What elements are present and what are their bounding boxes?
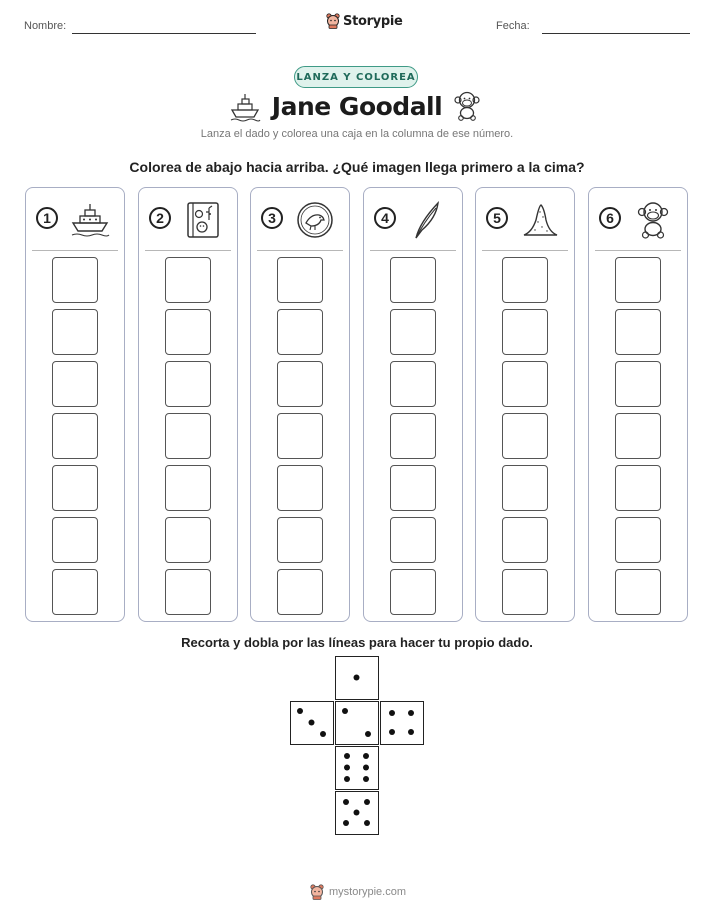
color-box[interactable] — [277, 413, 323, 459]
color-box[interactable] — [165, 361, 211, 407]
column-number: 6 — [599, 207, 621, 229]
die-pips — [291, 702, 332, 743]
column-number: 3 — [261, 207, 283, 229]
brand-logo — [326, 13, 403, 29]
activity-badge: LANZA Y COLOREA — [294, 66, 418, 88]
subtitle: Lanza el dado y colorea una caja en la columna de ese número. — [200, 128, 514, 140]
zoo-book-icon — [183, 200, 223, 240]
color-box[interactable] — [52, 309, 98, 355]
color-box[interactable] — [615, 309, 661, 355]
bird-coin-icon — [295, 200, 335, 240]
storypie-bear-icon — [310, 884, 324, 900]
die-face-1 — [335, 656, 379, 700]
column-6 — [588, 187, 688, 622]
die-face-6 — [335, 746, 379, 790]
chimp-plush-icon — [454, 91, 480, 121]
color-box[interactable] — [165, 413, 211, 459]
storypie-bear-icon — [326, 13, 340, 29]
color-box[interactable] — [502, 465, 548, 511]
column-number: 2 — [149, 207, 171, 229]
color-box[interactable] — [165, 309, 211, 355]
column-divider — [595, 250, 681, 251]
color-box[interactable] — [165, 569, 211, 615]
column-divider — [32, 250, 118, 251]
color-box[interactable] — [502, 257, 548, 303]
termite-mound-icon — [520, 200, 560, 240]
color-box[interactable] — [52, 257, 98, 303]
color-box[interactable] — [390, 413, 436, 459]
color-box[interactable] — [52, 569, 98, 615]
color-box[interactable] — [502, 413, 548, 459]
color-box[interactable] — [277, 257, 323, 303]
color-box[interactable] — [615, 257, 661, 303]
column-3 — [250, 187, 350, 622]
color-box[interactable] — [165, 465, 211, 511]
die-pips — [336, 702, 377, 743]
color-box[interactable] — [390, 465, 436, 511]
column-2 — [138, 187, 238, 622]
color-box[interactable] — [502, 569, 548, 615]
color-box[interactable] — [390, 257, 436, 303]
die-pips — [381, 702, 422, 743]
color-box[interactable] — [502, 309, 548, 355]
color-box[interactable] — [615, 517, 661, 563]
color-box[interactable] — [165, 257, 211, 303]
die-face-5 — [335, 791, 379, 835]
name-line[interactable] — [72, 33, 256, 34]
color-box[interactable] — [165, 517, 211, 563]
die-pips — [336, 792, 377, 833]
die-net — [290, 656, 425, 836]
color-box[interactable] — [277, 517, 323, 563]
color-box[interactable] — [502, 517, 548, 563]
column-divider — [257, 250, 343, 251]
footer-url[interactable]: mystorypie.com — [329, 886, 407, 898]
color-box[interactable] — [52, 465, 98, 511]
column-number: 4 — [374, 207, 396, 229]
ship-icon — [70, 200, 110, 240]
color-box[interactable] — [390, 517, 436, 563]
column-number: 1 — [36, 207, 58, 229]
chimp-plush-icon — [633, 200, 673, 240]
column-divider — [370, 250, 456, 251]
color-box[interactable] — [277, 465, 323, 511]
color-box[interactable] — [277, 569, 323, 615]
die-face-3 — [290, 701, 334, 745]
page-title: Jane Goodall — [271, 92, 443, 121]
color-box[interactable] — [390, 361, 436, 407]
die-face-4 — [380, 701, 424, 745]
die-instruction: Recorta y dobla por las líneas para hacer tu propio dado. — [181, 635, 533, 650]
color-box[interactable] — [52, 413, 98, 459]
color-box[interactable] — [502, 361, 548, 407]
name-label: Nombre: — [24, 20, 67, 32]
column-4 — [363, 187, 463, 622]
color-box[interactable] — [277, 361, 323, 407]
column-1 — [25, 187, 125, 622]
die-pips — [336, 657, 377, 698]
color-box[interactable] — [615, 569, 661, 615]
color-box[interactable] — [615, 361, 661, 407]
color-box[interactable] — [52, 517, 98, 563]
die-face-2 — [335, 701, 379, 745]
brand-name: Storypie — [343, 13, 403, 29]
date-label: Fecha: — [496, 20, 530, 32]
footer — [310, 884, 406, 900]
die-pips — [336, 747, 377, 788]
color-box[interactable] — [615, 465, 661, 511]
color-box[interactable] — [52, 361, 98, 407]
feather-icon — [408, 200, 448, 240]
column-number: 5 — [486, 207, 508, 229]
color-box[interactable] — [390, 569, 436, 615]
column-divider — [145, 250, 231, 251]
instruction: Colorea de abajo hacia arriba. ¿Qué imagen llega primero a la cima? — [129, 159, 585, 175]
column-5 — [475, 187, 575, 622]
column-divider — [482, 250, 568, 251]
color-box[interactable] — [390, 309, 436, 355]
color-box[interactable] — [615, 413, 661, 459]
color-box[interactable] — [277, 309, 323, 355]
date-line[interactable] — [542, 33, 690, 34]
